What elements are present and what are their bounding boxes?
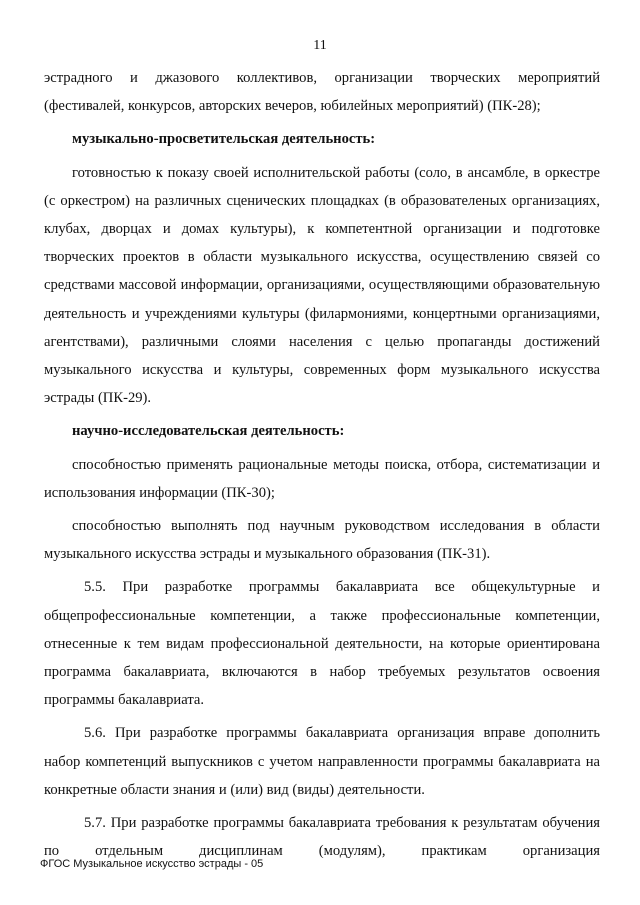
paragraph-pk31: способностью выполнять под научным руководством исследования в области музыкального искусства эстрады и музыкального образования (ПК-31). (44, 518, 600, 563)
document-body (44, 64, 600, 865)
paragraph-5-6: 5.6. При разработке программы бакалавриата организация вправе дополнить набор компетенций выпускников с учетом направленности программы бакалавриата на конкретные области знания и (или) вид (виды) деятельности. (44, 725, 600, 798)
page-number: 11 (313, 38, 327, 53)
paragraph-5-5: 5.5. При разработке программы бакалавриата все общекультурные и общепрофессиональные компетенции, а также профессиональные компетенции, отнесенные к тем видам профессиональной деятельности, на которые ориентирована программа бакалавриата, включаются в набор требуемых результатов освоения программы бакалавриата. (44, 579, 600, 709)
section-heading-music-education: музыкально-просветительская деятельность: (72, 131, 376, 148)
paragraph-pk30: способностью применять рациональные методы поиска, отбора, систематизации и использования информации (ПК-30); (44, 456, 600, 501)
section-heading-research: научно-исследовательская деятельность: (72, 423, 345, 440)
paragraph-5-7: 5.7. При разработке программы бакалавриата требования к результатам обучения по отдельным дисциплинам (модулям), практикам организация (44, 815, 600, 860)
paragraph-pk29: готовностью к показу своей исполнительской работы (соло, в ансамбле, в оркестре (с оркестром) на различных сценических площадках (в образователеных организациях, клубах, дворцах и домах культуры), к компетентной организации и подготовке творческих проектов в области музыкального искусства, осуществлению связей со средствами массовой информации, организациями, осуществляющими образовательную деятельность и учреждениями культуры (филармониями, концертными организациями, агентствами), различными слоями населения с целью пропаганды достижений музыкального искусства и культуры, современных форм музыкального искусства эстрады (ПК-29). (44, 164, 600, 407)
paragraph-continuation: эстрадного и джазового коллективов, организации творческих мероприятий (фестивалей, конкурсов, авторских вечеров, юбилейных мероприятий) (ПК-28); (44, 70, 600, 115)
page-footer: ФГОС Музыкальное искусство эстрады - 05 (40, 858, 264, 870)
